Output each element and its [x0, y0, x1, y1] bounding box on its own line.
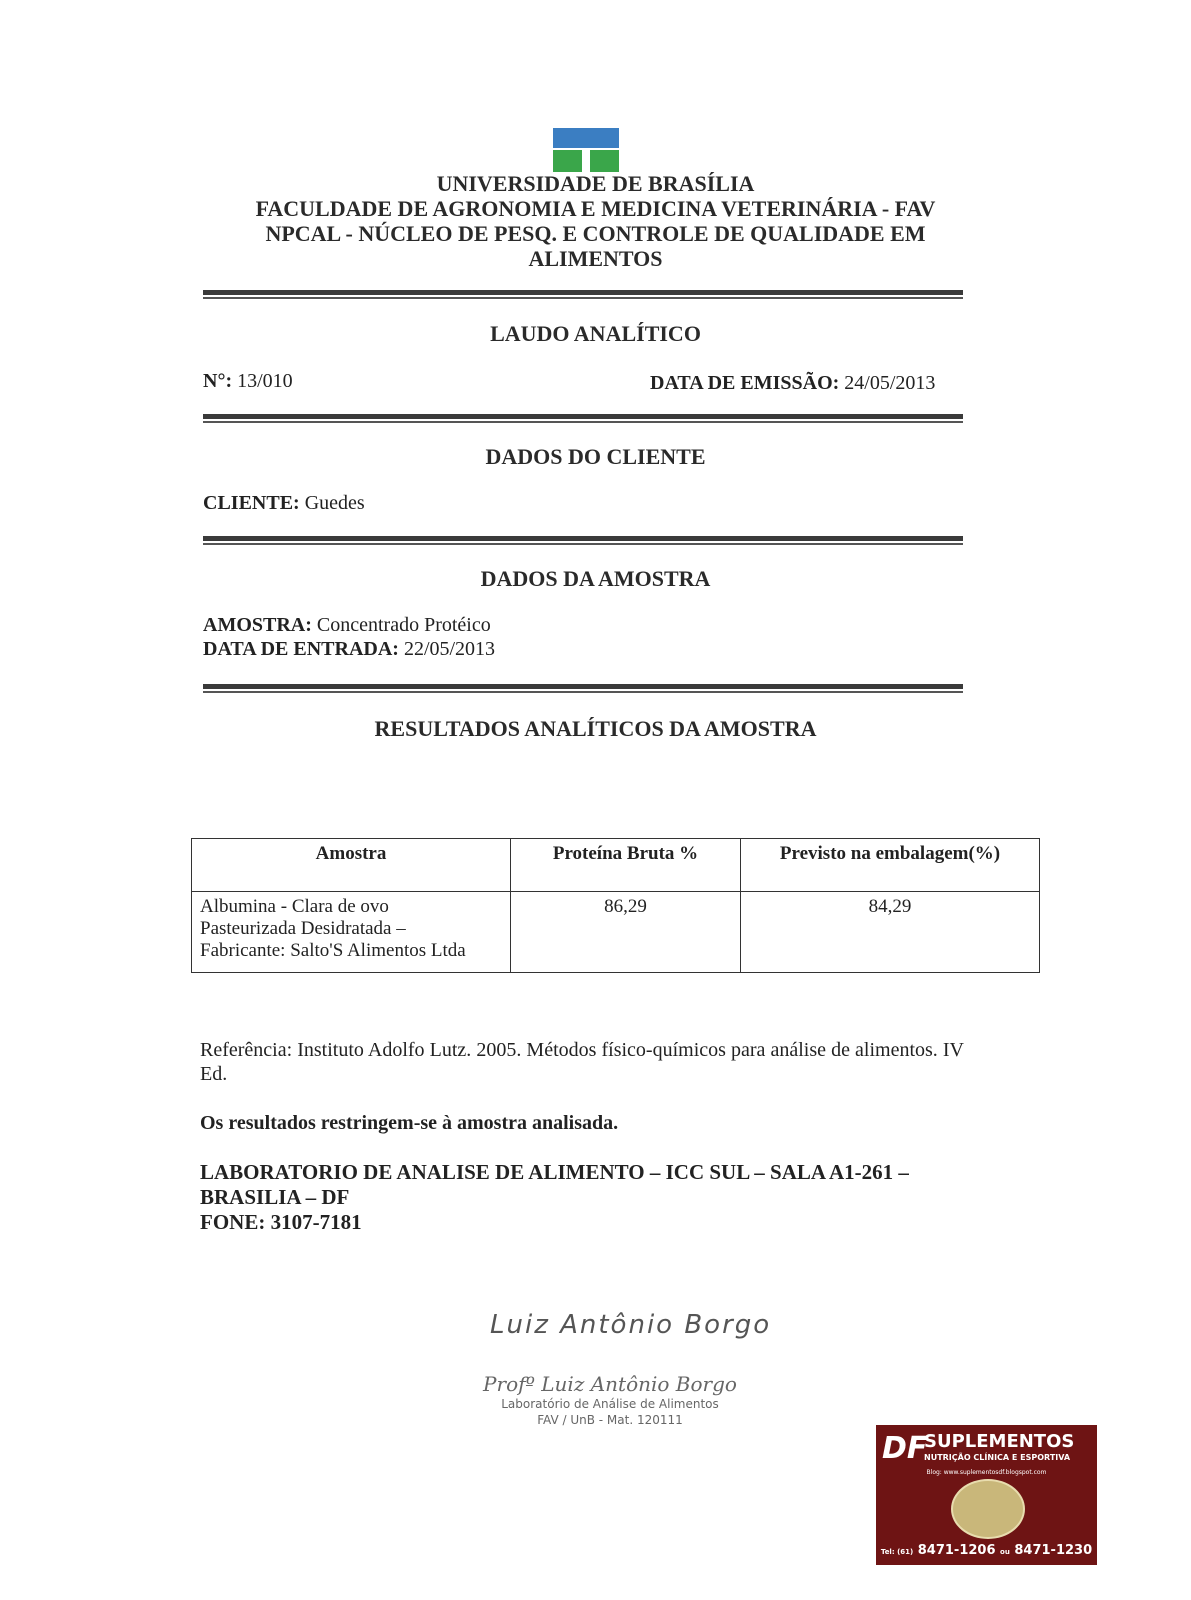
results-section-title: RESULTADOS ANALÍTICOS DA AMOSTRA	[374, 716, 817, 741]
nucleus-name-line1: NPCAL - NÚCLEO DE PESQ. E CONTROLE DE QUALIDADE EM	[265, 221, 926, 246]
column-header-protein: Proteína Bruta %	[511, 839, 741, 892]
column-header-sample: Amostra	[192, 839, 511, 892]
advert-phone-prefix: Tel: (61)	[880, 1548, 914, 1556]
lab-address-line1: LABORATORIO DE ANALISE DE ALIMENTO – ICC SUL – SALA A1-261 –	[200, 1160, 909, 1184]
divider	[203, 414, 963, 423]
advert-brand-name: SUPLEMENTOS	[924, 1431, 1075, 1452]
client-value: Guedes	[304, 492, 365, 514]
divider	[203, 290, 963, 299]
advert-block	[876, 1425, 1097, 1565]
lab-address-line2: BRASILIA – DF	[200, 1185, 350, 1209]
sample-description-line: Fabricante: Salto'S Alimentos Ltda	[200, 940, 466, 961]
divider	[203, 536, 963, 545]
faculty-name: FACULDADE DE AGRONOMIA E MEDICINA VETERINÁRIA - FAV	[255, 196, 936, 221]
advert-brand-short: DF	[882, 1431, 928, 1466]
report-title: LAUDO ANALÍTICO	[490, 321, 701, 346]
sample-field	[203, 614, 491, 637]
client-section-title: DADOS DO CLIENTE	[485, 444, 706, 469]
institution-name: UNIVERSIDADE DE BRASÍLIA	[436, 171, 755, 196]
lab-phone: FONE: 3107-7181	[200, 1210, 362, 1234]
results-table	[191, 838, 1040, 973]
sample-description-cell	[192, 892, 511, 973]
advert-blog: Blog: www.suplementosdf.blogspot.com	[926, 1469, 1047, 1476]
advert-tagline: NUTRIÇÃO CLÍNICA E ESPORTIVA	[924, 1453, 1071, 1462]
sample-description-line: Pasteurizada Desidratada –	[200, 918, 406, 939]
nucleus-name-line2: ALIMENTOS	[528, 246, 663, 271]
report-number	[203, 370, 293, 393]
protein-value-cell: 86,29	[511, 892, 741, 973]
advert-phone-2: 8471-1230	[1014, 1543, 1093, 1558]
signature-stamp	[470, 1372, 750, 1428]
report-number-label: N°:	[203, 370, 233, 392]
sample-label: AMOSTRA:	[203, 614, 312, 636]
issue-date	[650, 372, 935, 395]
reference-text: Referência: Instituto Adolfo Lutz. 2005. Métodos físico-químicos para análise de alimentos. IV Ed.	[200, 1039, 964, 1085]
university-logo	[553, 128, 619, 172]
expected-value-cell: 84,29	[741, 892, 1040, 973]
report-number-value: 13/010	[237, 370, 293, 392]
advert-phone-separator: ou	[1000, 1548, 1010, 1556]
divider	[203, 684, 963, 693]
advert-phone-1: 8471-1206	[917, 1543, 996, 1558]
sample-value: Concentrado Protéico	[316, 614, 491, 636]
table-header-row	[192, 839, 1040, 892]
stamp-name: Profº Luiz Antônio Borgo	[483, 1372, 737, 1396]
stamp-line: FAV / UnB - Mat. 120111	[537, 1413, 683, 1427]
sample-section-title: DADOS DA AMOSTRA	[480, 566, 711, 591]
advert-emblem	[951, 1479, 1025, 1539]
client-label: CLIENTE:	[203, 492, 300, 514]
table-row	[192, 892, 1040, 973]
column-header-expected: Previsto na embalagem(%)	[741, 839, 1040, 892]
entry-date-field	[203, 638, 495, 661]
disclaimer-text: Os resultados restringem-se à amostra analisada.	[200, 1112, 619, 1134]
stamp-line: Laboratório de Análise de Alimentos	[501, 1397, 719, 1411]
sample-description-line: Albumina - Clara de ovo	[200, 896, 389, 917]
client-field	[203, 492, 365, 515]
entry-date-label: DATA DE ENTRADA:	[203, 638, 399, 660]
advert-phones	[876, 1543, 1097, 1558]
handwritten-signature: Luiz Antônio Borgo	[490, 1310, 772, 1340]
issue-date-label: DATA DE EMISSÃO:	[650, 372, 840, 394]
issue-date-value: 24/05/2013	[844, 372, 936, 394]
entry-date-value: 22/05/2013	[403, 638, 496, 660]
